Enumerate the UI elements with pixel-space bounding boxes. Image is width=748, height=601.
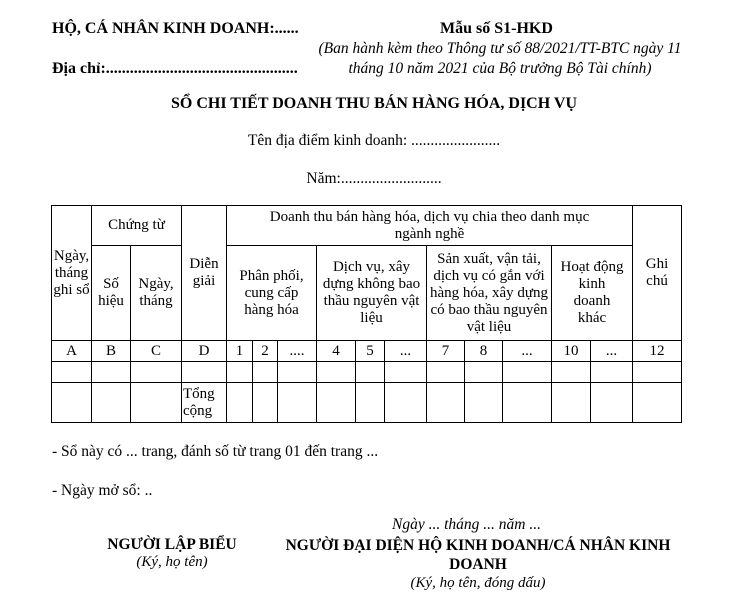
- entry-cell[interactable]: [385, 383, 427, 423]
- header-description: Diễn giải: [182, 206, 227, 341]
- header-services: Dịch vụ, xây dựng không bao thầu nguyên vật liệu: [317, 246, 427, 341]
- entry-cell[interactable]: [227, 362, 253, 383]
- header-voucher-no: Số hiệu: [92, 246, 131, 341]
- entry-cell[interactable]: [131, 383, 182, 423]
- address-field: Địa chỉ:................................................: [52, 60, 298, 77]
- page-count-note: - Sổ này có ... trang, đánh số từ trang 01 đến trang ...: [52, 443, 379, 460]
- entry-cell[interactable]: [253, 383, 278, 423]
- entry-cell[interactable]: [591, 383, 633, 423]
- entry-cell[interactable]: [552, 383, 591, 423]
- code-cell: 4: [317, 341, 356, 362]
- entry-cell[interactable]: [591, 362, 633, 383]
- header-date: Ngày, tháng ghi sổ: [52, 206, 92, 341]
- header-production: Sản xuất, vận tải, dịch vụ có gắn với hàng hóa, xây dựng có bao thầu nguyên vật liệu: [427, 246, 552, 341]
- header-distribution: Phân phối, cung cấp hàng hóa: [227, 246, 317, 341]
- entry-cell[interactable]: [227, 383, 253, 423]
- header-other: Hoạt động kinh doanh khác: [552, 246, 633, 341]
- header-voucher-date: Ngày, tháng: [131, 246, 182, 341]
- entry-cell[interactable]: [465, 383, 503, 423]
- header-revenue-group: Doanh thu bán hàng hóa, dịch vụ chia theo danh mục ngành nghề: [227, 206, 633, 246]
- signature-date-line: Ngày ... tháng ... năm ...: [392, 516, 541, 533]
- code-cell: ...: [591, 341, 633, 362]
- entry-cell[interactable]: [356, 362, 385, 383]
- code-cell: ....: [278, 341, 317, 362]
- total-row: [52, 383, 682, 423]
- entry-cell[interactable]: [92, 362, 131, 383]
- entry-cell[interactable]: [253, 362, 278, 383]
- entry-cell[interactable]: [182, 362, 227, 383]
- document-title: SỔ CHI TIẾT DOANH THU BÁN HÀNG HÓA, DỊCH VỤ: [171, 95, 577, 112]
- representative-title: NGƯỜI ĐẠI DIỆN HỘ KINH DOANH/CÁ NHÂN KINH DOANH: [285, 537, 671, 573]
- entry-cell[interactable]: [503, 362, 552, 383]
- business-location-line: Tên địa điểm kinh doanh: .......................: [247, 132, 501, 149]
- entry-cell[interactable]: [317, 362, 356, 383]
- code-cell: 7: [427, 341, 465, 362]
- entry-cell[interactable]: [427, 362, 465, 383]
- code-cell: 2: [253, 341, 278, 362]
- table-row: [52, 362, 682, 383]
- year-line: Năm:..........................: [306, 170, 442, 187]
- code-cell: ...: [503, 341, 552, 362]
- code-cell: A: [52, 341, 92, 362]
- code-cell: 10: [552, 341, 591, 362]
- entry-cell[interactable]: [385, 362, 427, 383]
- code-cell: 12: [633, 341, 682, 362]
- entry-cell[interactable]: [465, 362, 503, 383]
- entry-cell[interactable]: [278, 383, 317, 423]
- entry-cell[interactable]: [92, 383, 131, 423]
- open-date-note: - Ngày mở sổ: ..: [52, 482, 153, 499]
- total-label: Tổng cộng: [182, 383, 227, 423]
- code-cell: B: [92, 341, 131, 362]
- header-notes: Ghi chú: [633, 206, 682, 341]
- issued-note: (Ban hành kèm theo Thông tư số 88/2021/TT-BTC ngày 11 tháng 10 năm 2021 của Bộ trưởng Bộ Tài chính): [318, 40, 682, 77]
- entry-cell[interactable]: [633, 383, 682, 423]
- code-cell: D: [182, 341, 227, 362]
- representative-note: (Ký, họ tên, đóng dấu): [410, 575, 546, 591]
- preparer-note: (Ký, họ tên): [136, 554, 208, 570]
- header-voucher-group: Chứng từ: [92, 206, 182, 246]
- entry-cell[interactable]: [278, 362, 317, 383]
- code-cell: 1: [227, 341, 253, 362]
- code-cell: 5: [356, 341, 385, 362]
- entry-cell[interactable]: [552, 362, 591, 383]
- entry-cell[interactable]: [503, 383, 552, 423]
- revenue-ledger-table: [51, 205, 682, 423]
- code-cell: C: [131, 341, 182, 362]
- preparer-title: NGƯỜI LẬP BIỂU: [107, 536, 237, 553]
- code-cell: 8: [465, 341, 503, 362]
- form-number: Mẫu số S1-HKD: [440, 20, 553, 37]
- entry-cell[interactable]: [131, 362, 182, 383]
- entry-cell[interactable]: [356, 383, 385, 423]
- entry-cell[interactable]: [317, 383, 356, 423]
- column-code-row: [52, 341, 682, 362]
- entry-cell[interactable]: [427, 383, 465, 423]
- business-name-field: HỘ, CÁ NHÂN KINH DOANH:......: [52, 20, 299, 37]
- code-cell: ...: [385, 341, 427, 362]
- entry-cell[interactable]: [52, 383, 92, 423]
- entry-cell[interactable]: [633, 362, 682, 383]
- entry-cell[interactable]: [52, 362, 92, 383]
